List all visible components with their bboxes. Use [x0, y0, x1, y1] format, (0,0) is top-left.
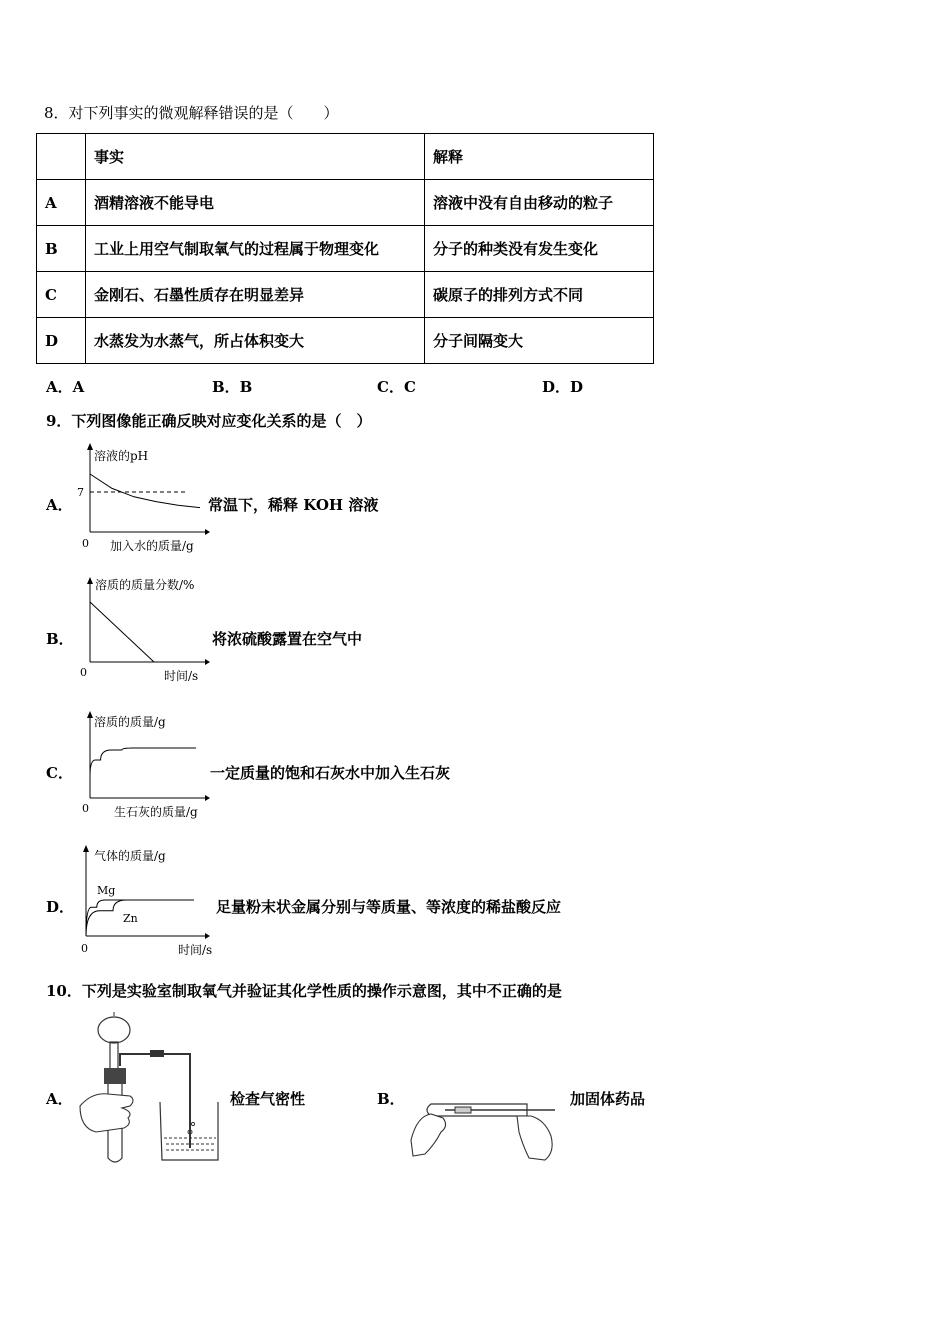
row-fact: 金刚石、石墨性质存在明显差异 — [86, 272, 425, 318]
y-axis-arrow — [87, 443, 93, 450]
origin-label: 0 — [82, 537, 89, 550]
header-explain: 解释 — [425, 134, 654, 180]
q9-chart-c — [70, 708, 210, 822]
tick-label: 7 — [77, 486, 84, 499]
x-axis-arrow — [205, 529, 210, 535]
q9-desc-a: 常温下，稀释 KOH 溶液 — [208, 496, 379, 514]
header-label — [37, 134, 86, 180]
x-axis-arrow — [205, 659, 210, 665]
q9-chart-a — [70, 440, 210, 555]
row-label: D — [37, 318, 86, 364]
q9-desc-c: 一定质量的饱和石灰水中加入生石灰 — [210, 764, 451, 782]
q9-option-d-label[interactable]: D． — [46, 898, 75, 916]
row-explain: 分子间隔变大 — [425, 318, 654, 364]
origin-label: 0 — [81, 942, 88, 955]
x-axis-label: 时间/s — [178, 943, 213, 957]
row-explain: 碳原子的排列方式不同 — [425, 272, 654, 318]
q9-chart-b — [70, 574, 210, 686]
q8-option-b[interactable]: B．B — [212, 378, 253, 396]
x-axis-label: 时间/s — [164, 669, 199, 683]
x-axis-label: 加入水的质量/g — [110, 539, 194, 553]
q10-option-a-label[interactable]: A． — [46, 1090, 73, 1108]
row-fact: 工业上用空气制取氧气的过程属于物理变化 — [86, 226, 425, 272]
q8-table — [36, 133, 654, 364]
series-line-zn — [86, 900, 194, 936]
row-fact: 水蒸发为水蒸气，所占体积变大 — [86, 318, 425, 364]
x-axis-arrow — [205, 795, 210, 801]
y-axis-label: 溶质的质量/g — [94, 715, 166, 729]
x-axis-label: 生石灰的质量/g — [114, 805, 198, 819]
x-axis-arrow — [205, 933, 210, 939]
y-axis-label: 溶液的pH — [94, 449, 149, 463]
q8-option-c[interactable]: C．C — [377, 378, 416, 396]
q8-option-a[interactable]: A．A — [46, 378, 85, 396]
series-label-mg: Mg — [97, 884, 116, 897]
y-axis-arrow — [83, 845, 89, 852]
add-solid-reagent-illustration — [405, 1080, 565, 1170]
origin-label: 0 — [80, 666, 87, 679]
table-row — [37, 272, 654, 318]
header-fact: 事实 — [86, 134, 425, 180]
series-line — [90, 474, 200, 508]
y-axis-label: 溶质的质量分数/% — [95, 578, 195, 592]
y-axis-arrow — [87, 577, 93, 584]
origin-label: 0 — [82, 802, 89, 815]
table-header-row — [37, 134, 654, 180]
q9-stem: 9．下列图像能正确反映对应变化关系的是（ ） — [46, 412, 372, 430]
q8-option-d[interactable]: D．D — [542, 378, 584, 396]
series-line — [90, 602, 154, 662]
q9-option-b-label[interactable]: B． — [46, 630, 74, 648]
row-explain: 溶液中没有自由移动的粒子 — [425, 180, 654, 226]
row-explain: 分子的种类没有发生变化 — [425, 226, 654, 272]
q9-desc-d: 足量粉末状金属分别与等质量、等浓度的稀盐酸反应 — [216, 898, 562, 916]
q10-stem: 10．下列是实验室制取氧气并验证其化学性质的操作示意图，其中不正确的是 — [46, 982, 562, 1000]
row-fact: 酒精溶液不能导电 — [86, 180, 425, 226]
row-label: C — [37, 272, 86, 318]
q8-stem: 8．对下列事实的微观解释错误的是（ ） — [44, 104, 339, 122]
y-axis-arrow — [87, 711, 93, 718]
q10-desc-b: 加固体药品 — [570, 1090, 646, 1108]
q10-desc-a: 检查气密性 — [230, 1090, 306, 1108]
series-line — [90, 748, 196, 776]
table-row — [37, 318, 654, 364]
airtightness-check-illustration — [72, 1010, 222, 1170]
series-line-mg — [86, 900, 194, 936]
row-label: A — [37, 180, 86, 226]
q9-option-c-label[interactable]: C． — [46, 764, 73, 782]
table-row — [37, 180, 654, 226]
q9-option-a-label[interactable]: A． — [46, 496, 73, 514]
table-row — [37, 226, 654, 272]
q10-option-b-label[interactable]: B． — [377, 1090, 405, 1108]
q9-chart-d — [70, 842, 220, 960]
row-label: B — [37, 226, 86, 272]
q9-desc-b: 将浓硫酸露置在空气中 — [212, 630, 363, 648]
y-axis-label: 气体的质量/g — [94, 849, 166, 863]
series-label-zn: Zn — [123, 912, 138, 925]
